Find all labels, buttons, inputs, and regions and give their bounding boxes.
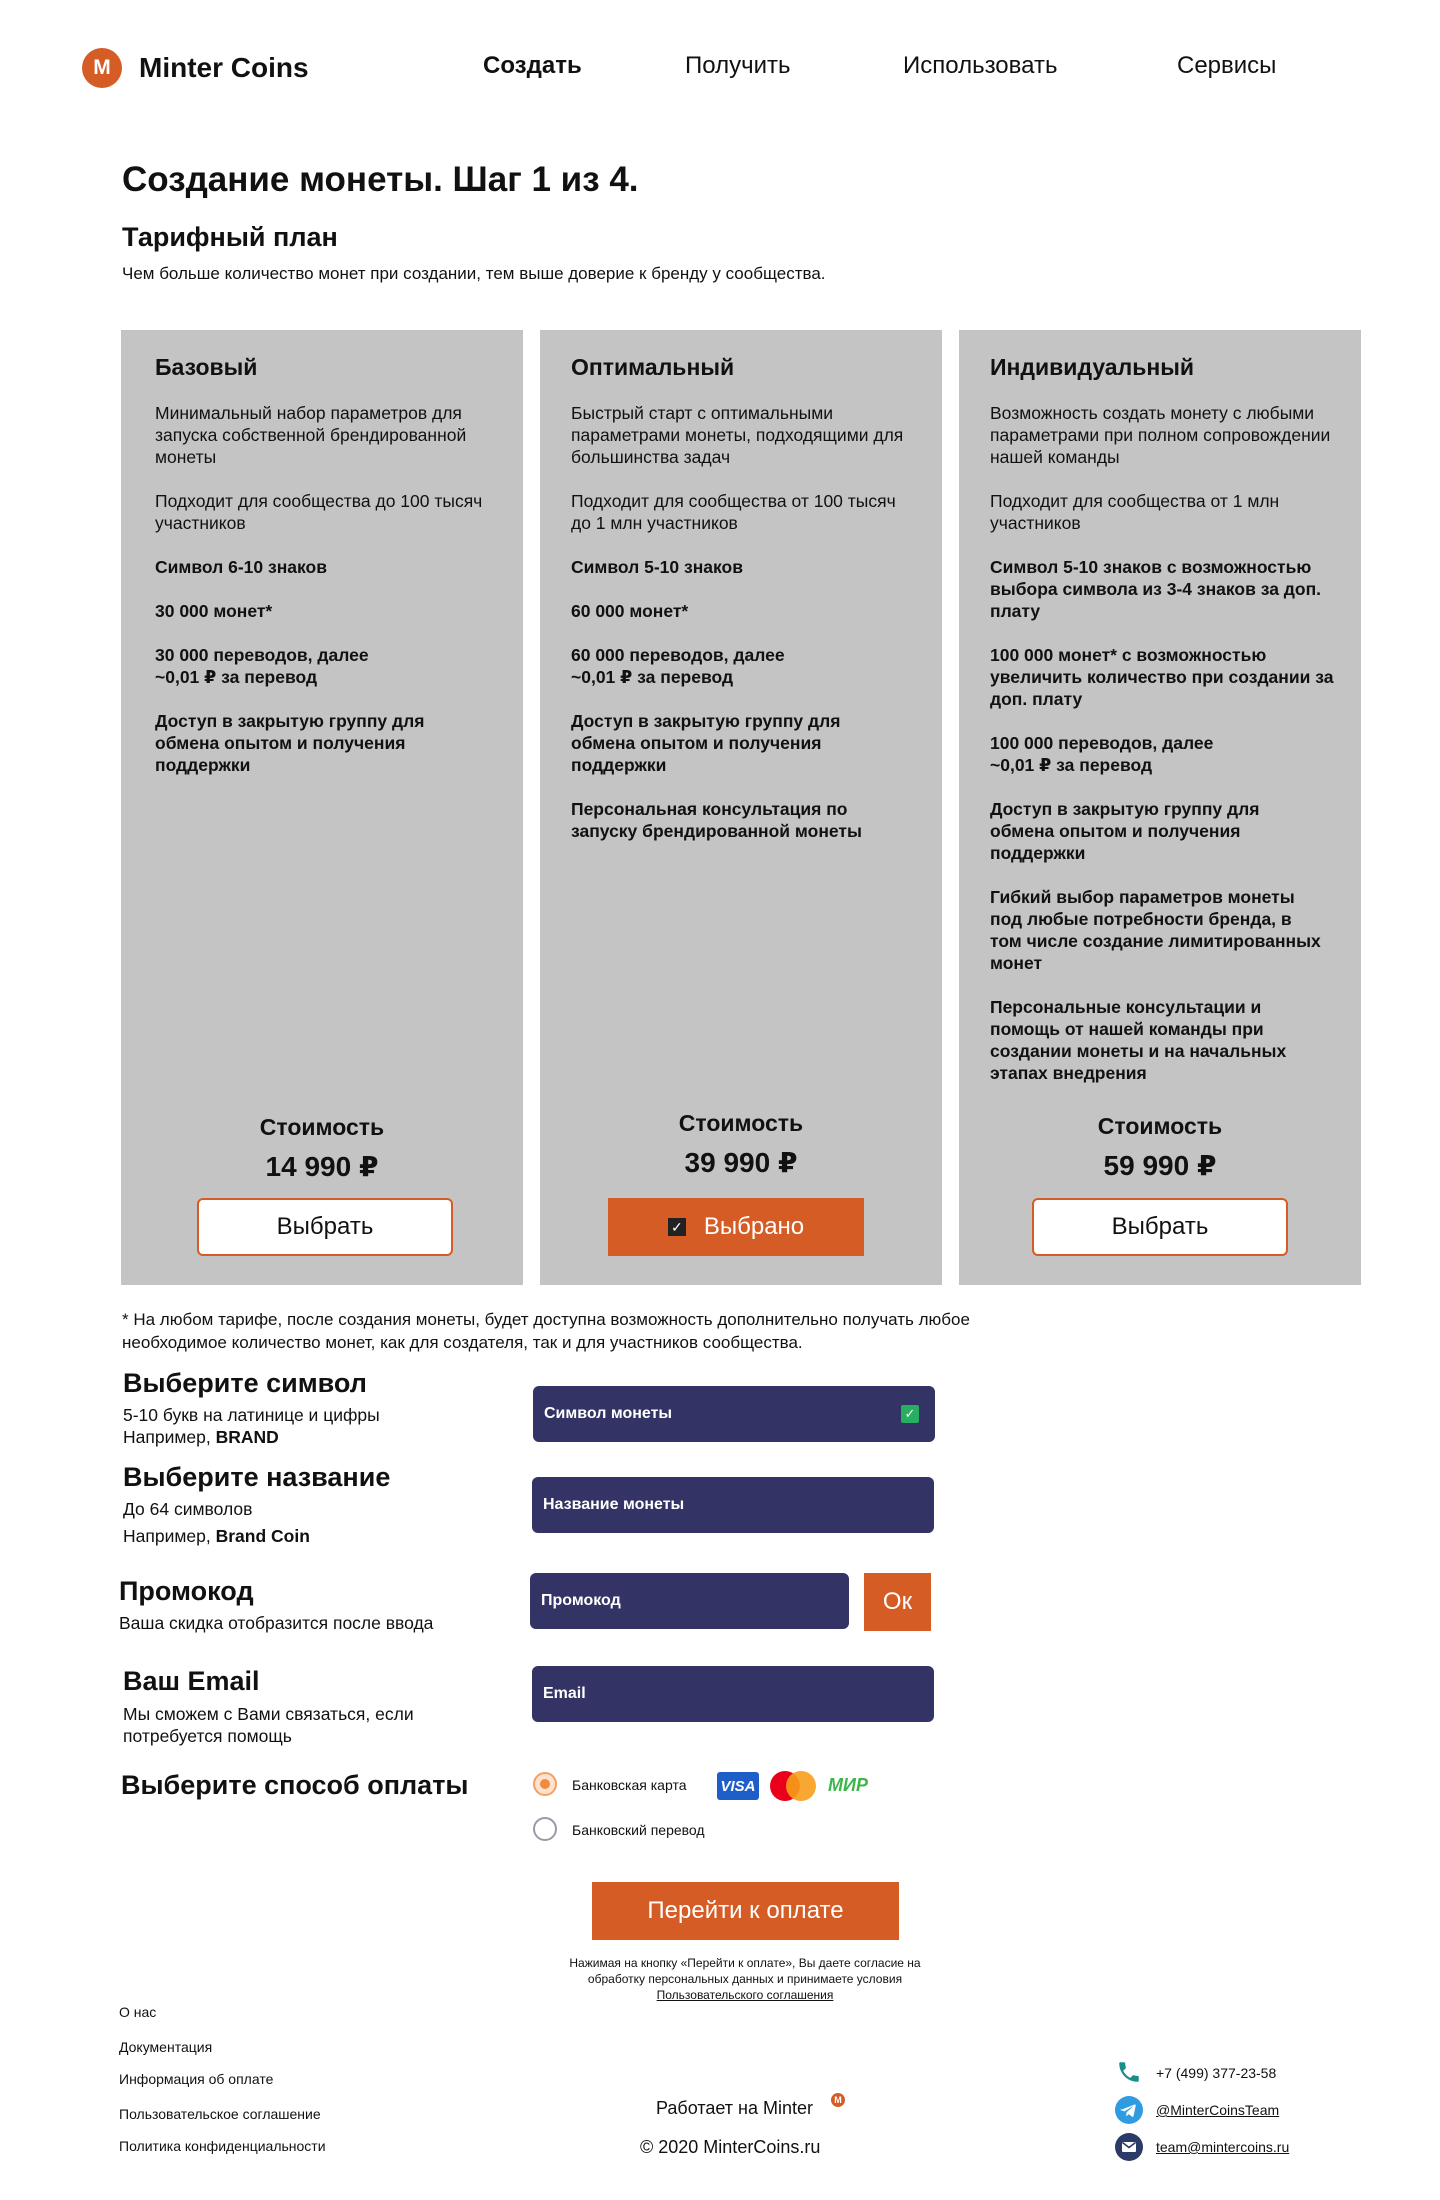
plan-cost-label: Стоимость [1097,1113,1223,1139]
plan-audience: Подходит для сообщества от 100 тысяч до 1 млн участников [571,491,896,533]
radio-transfer[interactable] [533,1817,557,1841]
plan-feature: 60 000 переводов, далее ~0,01 ₽ за перевод [571,645,785,687]
select-plan-button[interactable]: Выбрать [197,1198,453,1256]
plan-feature: Персональные консультации и помощь от нашей команды при создании монеты и на начальных этапах внедрения [990,997,1287,1083]
payment-label: Выберите способ оплаты [121,1770,469,1800]
phone-icon [1115,2058,1143,2086]
plan-body [571,402,916,864]
email-hint: Мы сможем с Вами связаться, если потребуется помощь [123,1704,414,1746]
copyright: © 2020 MinterCoins.ru [640,2137,821,2157]
site-header [0,0,1440,130]
plan-card-individual [959,330,1361,1285]
coin-name-input[interactable] [532,1477,934,1533]
symbol-placeholder: Символ монеты [544,1405,673,1422]
symbol-hint [123,1404,380,1448]
symbol-label: Выберите символ [123,1368,367,1398]
plan-description: Быстрый старт с оптимальными параметрами монеты, подходящими для большинства задач [571,403,904,467]
logo[interactable] [82,48,309,88]
plan-feature: Символ 5-10 знаков [571,557,743,577]
symbol-input[interactable] [533,1386,935,1442]
selected-plan-label: Выбрано [703,1213,805,1240]
radio-card[interactable] [533,1772,557,1796]
plan-feature: 100 000 монет* с возможностью увеличить количество при создании за доп. плату [990,645,1334,709]
plan-feature: Символ 6-10 знаков [155,557,327,577]
name-label: Выберите название [123,1462,391,1492]
name-example: Например, Brand Coin [123,1526,310,1546]
plan-title: Базовый [155,354,258,380]
plan-feature: 30 000 переводов, далее ~0,01 ₽ за перевод [155,645,369,687]
plan-title: Оптимальный [571,354,735,380]
nav-create[interactable]: Создать [483,52,582,79]
consent-body: Нажимая на кнопку «Перейти к оплате», Вы даете согласие на обработку персональных данных и принимаете условия [569,1956,921,1986]
plan-price: 14 990 ₽ [265,1151,379,1182]
mastercard-logo-icon [770,1771,818,1801]
plan-feature: Доступ в закрытую группу для обмена опытом и получения поддержки [155,711,425,775]
name-hint-text: До 64 символов [123,1499,253,1519]
plan-feature: Доступ в закрытую группу для обмена опытом и получения поддержки [990,799,1260,863]
terms-link[interactable]: Пользовательского соглашения [656,1988,834,2002]
powered-by: Работает на Minter [656,2098,814,2118]
visa-logo-icon: VISA [717,1772,759,1800]
nav-receive[interactable]: Получить [685,52,791,79]
plan-feature: 100 000 переводов, далее ~0,01 ₽ за перевод [990,733,1214,775]
plan-feature: Символ 5-10 знаков с возможностью выбора символа из 3-4 знаков за доп. плату [990,557,1322,621]
tariff-footnote: * На любом тарифе, после создания монеты, будет доступна возможность дополнительно получать любое необходимое количество монет, как для создателя, так и для участников сообщества. [122,1310,970,1352]
promo-hint: Ваша скидка отобразится после ввода [119,1613,434,1633]
telegram-link[interactable]: @MinterCoinsTeam [1156,2102,1280,2118]
footer-link-privacy[interactable]: Политика конфиденциальности [119,2138,326,2154]
plan-feature: 60 000 монет* [571,601,689,621]
plan-card-basic [121,330,523,1285]
plan-audience: Подходит для сообщества до 100 тысяч участников [155,491,483,533]
promo-placeholder: Промокод [541,1592,621,1609]
telegram-icon [1115,2096,1143,2124]
footer-link-terms[interactable]: Пользовательское соглашение [119,2106,321,2122]
promo-ok-button[interactable]: Ок [864,1573,931,1631]
plan-description: Возможность создать монету с любыми параметрами при полном сопровождении нашей команды [990,403,1331,467]
plan-feature: Персональная консультация по запуску брендированной монеты [571,799,862,841]
plan-audience: Подходит для сообщества от 1 млн участников [990,491,1280,533]
plan-feature: 30 000 монет* [155,601,273,621]
page-title: Создание монеты. Шаг 1 из 4. [122,160,639,199]
minter-small-logo-icon: M [831,2093,845,2107]
plan-body [155,402,500,798]
symbol-example: Например, BRAND [123,1427,279,1447]
plan-cost-label: Стоимость [678,1110,804,1136]
radio-card-label[interactable]: Банковская карта [572,1777,687,1793]
select-plan-button[interactable]: Выбрать [1032,1198,1288,1256]
plan-feature: Доступ в закрытую группу для обмена опытом и получения поддержки [571,711,841,775]
plan-price: 39 990 ₽ [684,1147,798,1178]
checkbox-checked-icon: ✓ [668,1218,686,1236]
plan-body [990,402,1340,1106]
phone-number[interactable]: +7 (499) 377-23-58 [1156,2065,1277,2081]
symbol-hint-text: 5-10 букв на латинице и цифры [123,1405,380,1425]
footer-link-payment-info[interactable]: Информация об оплате [119,2071,274,2087]
mir-logo-icon: МИР [828,1775,868,1795]
name-hint [123,1498,310,1547]
promo-input[interactable] [530,1573,849,1629]
promo-label: Промокод [119,1576,254,1606]
footer-link-docs[interactable]: Документация [119,2039,213,2055]
nav-services[interactable]: Сервисы [1177,52,1277,79]
nav-use[interactable]: Использовать [903,52,1058,79]
logo-text: Minter Coins [139,52,309,83]
mail-icon [1115,2133,1143,2161]
tariff-section-title: Тарифный план [122,222,338,252]
consent-text [540,1955,950,2003]
tariff-section-subtitle: Чем больше количество монет при создании, тем выше доверие к бренду у сообщества. [122,264,826,283]
plan-card-optimal [540,330,942,1285]
radio-transfer-label[interactable]: Банковский перевод [572,1822,705,1838]
email-label: Ваш Email [123,1666,260,1696]
email-input[interactable] [532,1666,934,1722]
selected-plan-button[interactable] [608,1198,864,1256]
email-placeholder: Email [543,1685,586,1702]
coin-name-placeholder: Название монеты [543,1496,685,1513]
email-link[interactable]: team@mintercoins.ru [1156,2139,1290,2155]
plan-feature: Гибкий выбор параметров монеты под любые потребности бренда, в том числе создание лимитированных монет [990,887,1321,973]
plan-title: Индивидуальный [990,354,1195,380]
plan-price: 59 990 ₽ [1103,1150,1217,1181]
minter-logo-icon: M [82,48,122,88]
plan-description: Минимальный набор параметров для запуска собственной брендированной монеты [155,403,467,467]
valid-check-icon: ✓ [901,1405,919,1423]
plan-cost-label: Стоимость [259,1114,385,1140]
footer-link-about[interactable]: О нас [119,2004,157,2020]
proceed-to-payment-button[interactable]: Перейти к оплате [592,1882,899,1940]
